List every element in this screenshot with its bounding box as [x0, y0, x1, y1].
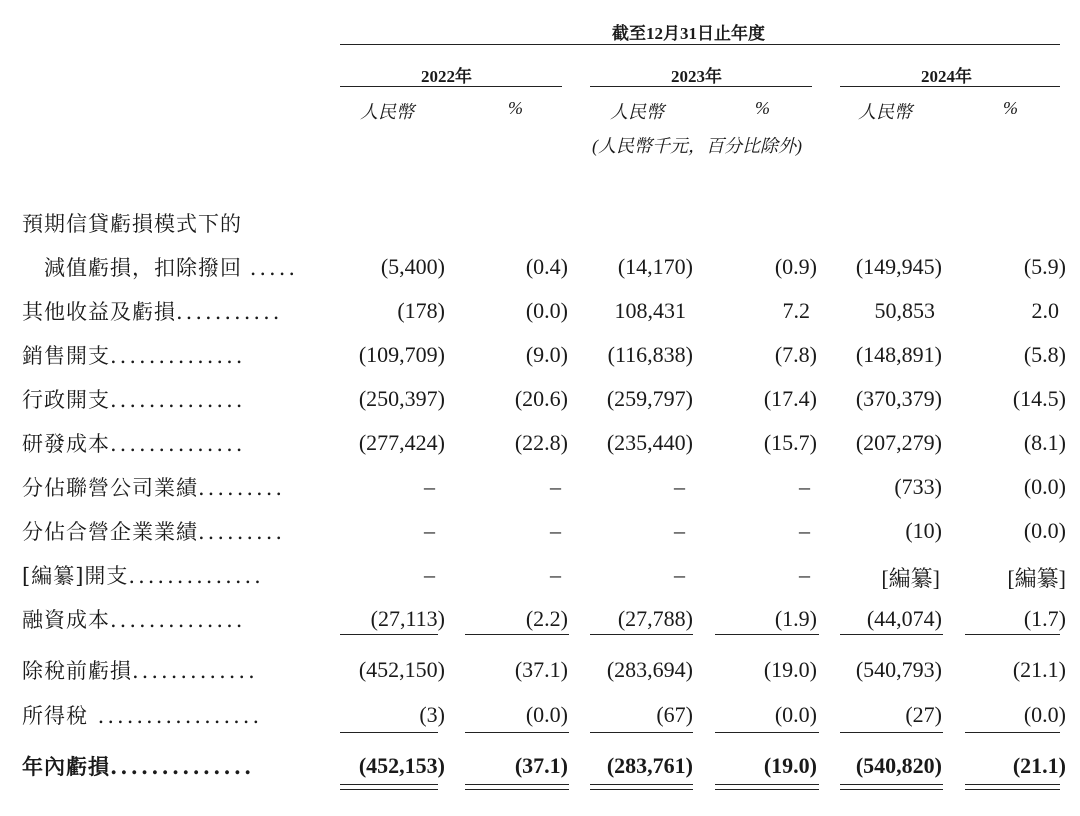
value-cell: –: [550, 562, 561, 587]
subtotal-rule: [715, 634, 819, 635]
year-2024-rule: [840, 86, 1060, 87]
value-cell: –: [799, 562, 810, 587]
leader-dots: .................: [88, 704, 263, 728]
value-cell: (0.0): [1023, 518, 1066, 543]
subtotal-rule: [465, 634, 569, 635]
value-cell: (14.5): [1012, 386, 1066, 411]
total-rule: [590, 732, 693, 733]
value-cell: (21.1): [1012, 657, 1066, 682]
row-label-listing: [22, 560, 264, 590]
value-cell: (0.9): [774, 254, 817, 279]
value-cell: (8.1): [1023, 430, 1066, 455]
double-rule: [465, 789, 569, 790]
value-cell: (20.6): [514, 386, 568, 411]
total-value-cell: (37.1): [514, 753, 568, 778]
row-label-associates: [22, 472, 285, 502]
total-rule: [340, 732, 438, 733]
subtotal-rule: [840, 634, 943, 635]
row-label-other-gains: [22, 296, 282, 326]
leader-dots: ..............: [110, 432, 246, 456]
leader-dots: .....: [249, 256, 299, 280]
value-cell: 108,431: [614, 298, 686, 323]
value-cell: (0.0): [1023, 702, 1066, 727]
value-cell: –: [799, 474, 810, 499]
label-text: 其他收益及虧損: [22, 300, 176, 324]
row-label-tax: [22, 700, 262, 730]
value-cell: –: [424, 518, 435, 543]
value-cell: (207,279): [855, 430, 942, 455]
year-2023-rule: [590, 86, 812, 87]
label-text: 分佔聯營公司業績: [22, 476, 198, 500]
total-value-cell: (21.1): [1012, 753, 1066, 778]
value-cell: (37.1): [514, 657, 568, 682]
double-rule: [590, 784, 693, 785]
double-rule: [590, 789, 693, 790]
total-rule: [465, 732, 569, 733]
value-cell: (1.9): [774, 606, 817, 631]
label-text: 分佔合營企業業績: [22, 520, 198, 544]
value-cell: (27): [905, 702, 942, 727]
value-cell: (0.0): [525, 702, 568, 727]
value-cell: (370,379): [855, 386, 942, 411]
value-cell: (17.4): [763, 386, 817, 411]
value-cell: (5.9): [1023, 254, 1066, 279]
subtotal-rule: [590, 634, 693, 635]
value-cell: –: [424, 474, 435, 499]
value-cell: (250,397): [358, 386, 445, 411]
period-title: 截至12月31日止年度: [612, 24, 765, 43]
value-cell: –: [424, 562, 435, 587]
total-rule: [965, 732, 1060, 733]
value-cell: (27,788): [617, 606, 693, 631]
value-cell: (10): [905, 518, 942, 543]
year-2022-rule: [340, 86, 562, 87]
value-cell: (235,440): [606, 430, 693, 455]
value-cell: (277,424): [358, 430, 445, 455]
double-rule: [965, 789, 1060, 790]
value-cell: 50,853: [874, 298, 935, 323]
value-cell: –: [674, 518, 685, 543]
subtotal-rule: [340, 634, 438, 635]
value-cell: (9.0): [525, 342, 568, 367]
leader-dots: ..............: [110, 388, 246, 412]
value-cell: (14,170): [617, 254, 693, 279]
value-cell: (5.8): [1023, 342, 1066, 367]
value-cell: (259,797): [606, 386, 693, 411]
value-cell: –: [550, 474, 561, 499]
leader-dots: ..............: [110, 608, 246, 632]
row-label-finance: [22, 604, 245, 634]
double-rule: [965, 784, 1060, 785]
subhead-pct-2024: %: [1003, 98, 1018, 118]
value-cell: (7.8): [774, 342, 817, 367]
value-cell: (148,891): [855, 342, 942, 367]
value-cell: (0.0): [774, 702, 817, 727]
leader-dots: ..............: [128, 564, 264, 588]
value-cell: [編纂]: [881, 566, 940, 591]
value-cell: (116,838): [607, 342, 693, 367]
subhead-pct-2023: %: [755, 98, 770, 118]
value-cell: (283,694): [606, 657, 693, 682]
row-label-jv: [22, 516, 285, 546]
row-label-rnd: [22, 428, 245, 458]
value-cell: –: [674, 474, 685, 499]
leader-dots: .........: [198, 476, 286, 500]
unit-note: (人民幣千元，百分比除外): [592, 136, 802, 156]
value-cell: (733): [894, 474, 942, 499]
row-label-pretax: [22, 655, 258, 685]
value-cell: (5,400): [380, 254, 445, 279]
value-cell: (3): [419, 702, 445, 727]
value-cell: 7.2: [782, 298, 810, 323]
label-text: 年內虧損: [22, 754, 110, 779]
leader-dots: .............: [132, 659, 258, 683]
value-cell: (2.2): [525, 606, 568, 631]
value-cell: –: [799, 518, 810, 543]
value-cell: (22.8): [514, 430, 568, 455]
value-cell: (0.4): [525, 254, 568, 279]
leader-dots: ..............: [110, 344, 246, 368]
label-text: 所得稅: [22, 704, 88, 728]
total-rule: [840, 732, 943, 733]
value-cell: –: [550, 518, 561, 543]
row-label-impairment: [44, 252, 298, 282]
value-cell: [編纂]: [1007, 566, 1066, 591]
total-value-cell: (283,761): [606, 753, 693, 778]
label-text: 行政開支: [22, 388, 110, 412]
value-cell: (109,709): [358, 342, 445, 367]
label-text: 減值虧損，扣除撥回: [44, 256, 242, 280]
double-rule: [340, 789, 438, 790]
row-label-impairment-line1: 預期信貸虧損模式下的: [22, 212, 242, 236]
value-cell: –: [674, 562, 685, 587]
value-cell: (19.0): [763, 657, 817, 682]
label-text: 銷售開支: [22, 344, 110, 368]
row-label-admin: [22, 384, 245, 414]
value-cell: (15.7): [763, 430, 817, 455]
subhead-pct-2022: %: [508, 98, 523, 118]
subhead-rmb-2024: 人民幣: [858, 102, 912, 122]
value-cell: (0.0): [525, 298, 568, 323]
row-label-loss-for-year: [22, 751, 254, 781]
value-cell: (27,113): [370, 606, 445, 631]
leader-dots: ...........: [176, 300, 283, 324]
value-cell: (1.7): [1023, 606, 1066, 631]
label-text: 除稅前虧損: [22, 659, 132, 683]
total-rule: [715, 732, 819, 733]
double-rule: [840, 789, 943, 790]
double-rule: [840, 784, 943, 785]
row-label-selling: [22, 340, 245, 370]
double-rule: [340, 784, 438, 785]
value-cell: (0.0): [1023, 474, 1066, 499]
leader-dots: .........: [198, 520, 286, 544]
value-cell: (44,074): [866, 606, 942, 631]
value-cell: (452,150): [358, 657, 445, 682]
value-cell: (149,945): [855, 254, 942, 279]
total-value-cell: (19.0): [763, 753, 817, 778]
label-text: 融資成本: [22, 608, 110, 632]
double-rule: [715, 784, 819, 785]
value-cell: (540,793): [855, 657, 942, 682]
value-cell: 2.0: [1031, 298, 1059, 323]
subhead-rmb-2022: 人民幣: [360, 102, 414, 122]
total-value-cell: (540,820): [855, 753, 942, 778]
period-rule: [340, 44, 1060, 45]
total-value-cell: (452,153): [358, 753, 445, 778]
year-2024: 2024年: [921, 67, 972, 86]
subhead-rmb-2023: 人民幣: [610, 102, 664, 122]
value-cell: (178): [397, 298, 445, 323]
year-2022: 2022年: [421, 67, 472, 86]
label-text: [編纂]開支: [22, 564, 129, 588]
value-cell: (67): [656, 702, 693, 727]
year-2023: 2023年: [671, 67, 722, 86]
double-rule: [715, 789, 819, 790]
subtotal-rule: [965, 634, 1060, 635]
double-rule: [465, 784, 569, 785]
leader-dots: ..............: [110, 754, 255, 779]
label-text: 研發成本: [22, 432, 110, 456]
